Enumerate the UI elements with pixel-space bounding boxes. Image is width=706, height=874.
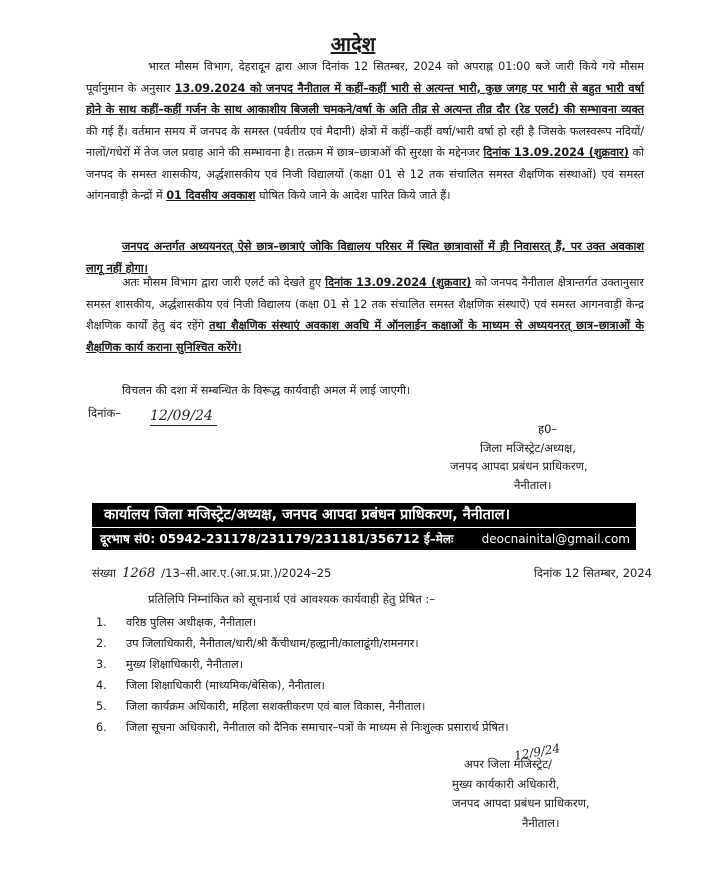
list-item-number: 2.: [96, 637, 107, 650]
list-item-text: जिला सूचना अधिकारी, नैनीताल को दैनिक समाचार–पत्रों के माध्यम से निःशुल्क प्रसारार्थ प्रेषित।: [126, 721, 509, 734]
ref-date: दिनांक 12 सितम्बर, 2024: [533, 566, 652, 580]
list-item: [96, 654, 656, 675]
para1-bold-3: 01 दिवसीय अवकाश: [166, 189, 256, 202]
list-item: [96, 633, 656, 654]
list-item-text: मुख्य शिक्षाधिकारी, नैनीताल।: [126, 658, 243, 671]
list-item-text: जिला कार्यक्रम अधिकारी, महिला सशक्तीकरण एवं बाल विकास, नैनीताल।: [126, 700, 426, 713]
sig2-line-3: जनपद आपदा प्रबंधन प्राधिकरण,: [452, 796, 590, 810]
list-item-number: 3.: [96, 658, 107, 671]
para3-bold-1: दिनांक 13.09.2024 (शुक्रवार): [325, 276, 472, 289]
list-item-number: 1.: [96, 616, 107, 629]
list-item-text: वरिष्ठ पुलिस अधीक्षक, नैनीताल।: [126, 616, 257, 629]
para3-text-1: अतः मौसम विभाग द्वारा जारी एलर्ट को देखते हुए: [122, 276, 326, 289]
sig2-line-1: अपर जिला मजिस्ट्रेट/: [464, 757, 552, 771]
contact-bar: [92, 528, 636, 550]
list-item: [96, 717, 656, 738]
reference-line: [92, 566, 652, 581]
order-paragraph-1: [86, 56, 644, 207]
para1-text-3: को जनपद के समस्त शासकीय, अर्द्धशासकीय एवं निजी विद्यालयों (कक्षा 01 से 12 तक संचालित समस्त शैक्षणिक संस्थाओं) एवं समस्त आंगनवाड़ी केन्द्रों में: [86, 146, 645, 202]
handwritten-signature-date: 12/9/24: [513, 741, 562, 763]
para4-text: विचलन की दशा में सम्बन्धित के विरूद्ध कार्यवाही अमल में लाई जाएगी।: [122, 384, 411, 397]
list-item: [96, 612, 656, 633]
date-label: दिनांक–: [88, 406, 122, 420]
para2-bold: जनपद अन्तर्गत अध्ययनरत् ऐसे छात्र–छात्राएं जोकि विद्यालय परिसर में स्थित छात्रावासों में ही निवासरत् हैं, पर उक्त अवकाश लागू नहीं होगा।: [86, 240, 644, 275]
sig1-line-4: नैनीताल।: [514, 477, 552, 492]
para1-text-1: भारत मौसम विभाग, देहरादून द्वारा आज दिनांक 12 सितम्बर, 2024 को अपराह्न 01:00 बजे जारी किये गये मौसम पूर्वानुमान के अनुसार: [86, 60, 644, 95]
para3-text-2: को जनपद नैनीताल क्षेत्रान्तर्गत उक्तानुसार समस्त शासकीय, अर्द्धशासकीय एवं निजी विद्यालय (कक्षा 01 से 12 तक संचालित समस्त शैक्षणिक संस्थाऐं) एवं समस्त आगनवाड़ी केन्द्र शैक्षणिक कार्यों हेतु बंद रहेंगे: [86, 276, 644, 332]
sig1-line-3: जनपद आपदा प्रबंधन प्राधिकरण,: [450, 459, 588, 473]
list-item-text: उप जिलाधिकारी, नैनीताल/धारी/श्री कैंचीधाम/हल्द्वानी/कालाढूंगी/रामनगर।: [126, 637, 419, 650]
ref-code: /13–सी.आर.ए.(आ.प्र.प्रा.)/2024–25: [161, 566, 332, 580]
handwritten-date: 12/09/24: [150, 408, 217, 426]
order-paragraph-3: [86, 272, 644, 358]
list-item: [96, 675, 656, 696]
order-paragraph-4: [86, 380, 644, 402]
sig2-line-2: मुख्य कार्यकारी अधिकारी,: [452, 776, 560, 791]
list-item-text: जिला शिक्षाधिकारी (माध्यमिक/बेसिक), नैनीताल।: [126, 679, 325, 692]
para1-text-4: घोषित किये जाने के आदेश पारित किये जाते हैं।: [255, 189, 451, 202]
sig1-line-2: जिला मजिस्ट्रेट/अध्यक्ष,: [480, 440, 576, 455]
ref-label: संख्या: [92, 566, 117, 580]
sig1-line-1: ह0–: [538, 422, 558, 436]
para3-bold-2: तथा शैक्षणिक संस्थाएं अवकाश अवधि में ऑनलाईन कक्षाओं के माध्यम से अध्ययनरत् छात्र–छात्राओं के शैक्षणिक कार्य कराना सुनिश्चित करेंगे।: [86, 319, 644, 354]
ref-number: 1268: [122, 566, 156, 581]
list-item-number: 5.: [96, 700, 107, 713]
signature-block-2: [452, 755, 652, 833]
list-item-number: 6.: [96, 721, 107, 734]
contact-phone: दूरभाष सं0: 05942-231178/231179/231181/356712 ई–मेलः: [100, 532, 454, 546]
sig2-line-4: नैनीताल।: [522, 815, 560, 830]
para1-bold-1: 13.09.2024 को जनपद नैनीताल में कहीं–कहीं भारी से अत्यन्त भारी, कुछ जगह पर भारी से बहुत भारी वर्षा होने के साथ कहीं–कहीं गर्जन के साथ आकाशीय बिजली चमकने/वर्षा के अति तीव्र से अत्यन्त तीव्र दौर (रेड एलर्ट) की सम्भावना व्यक्त: [86, 81, 644, 116]
para1-text-2: की गई हैं। वर्तमान समय में जनपद के समस्त (पर्वतीय एवं मैदानी) क्षेत्रों में कहीं–कहीं वर्षा/भारी वर्षा हो रही है जिसके फलस्वरूप नदियों/नालों/गधेरों में तेज जल प्रवाह आने की सम्भावना है। तत्क्रम में छात्र–छात्राओं की सुरक्षा के मद्देनजर: [86, 124, 644, 159]
list-item-number: 4.: [96, 679, 107, 692]
copy-to-heading: प्रतिलिपि निम्नांकित को सूचनार्थ एवं आवश्यक कार्यवाही हेतु प्रेषित :–: [148, 592, 436, 606]
copy-to-list: [96, 612, 656, 738]
list-item: [96, 696, 656, 717]
signature-block-1: [450, 420, 650, 494]
contact-email: deocnainital@gmail.com: [481, 532, 630, 546]
document-title: आदेश: [330, 32, 376, 56]
office-banner: कार्यालय जिला मजिस्ट्रेट/अध्यक्ष, जनपद आपदा प्रबंधन प्राधिकरण, नैनीताल।: [92, 503, 636, 527]
para1-bold-2: दिनांक 13.09.2024 (शुक्रवार): [483, 146, 629, 159]
